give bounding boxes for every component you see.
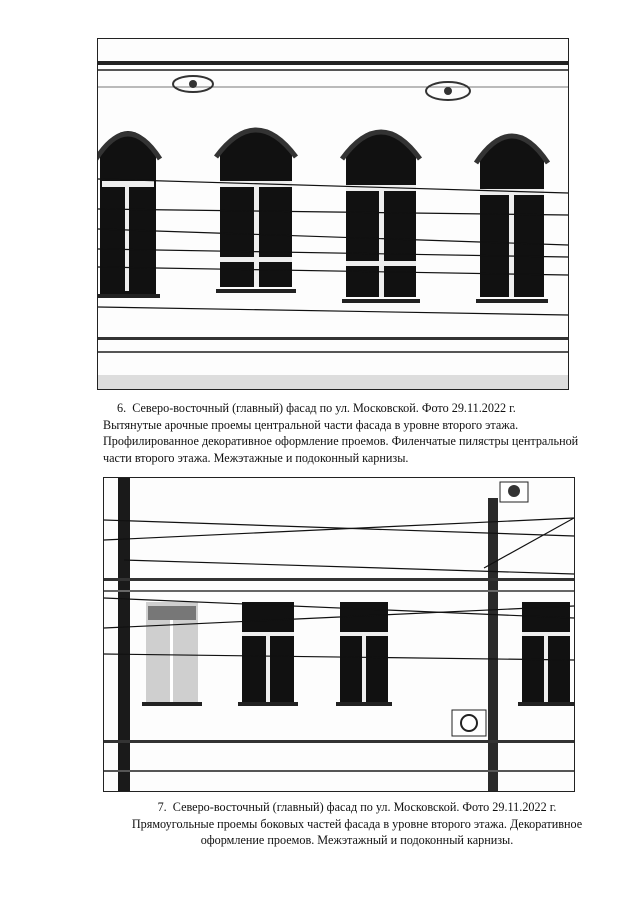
caption-title: Северо-восточный (главный) фасад по ул. Московской. Фото 29.11.2022 г. [172, 800, 557, 814]
caption-title-line [103, 400, 603, 417]
caption-number: 7. [157, 800, 167, 814]
facade-photo-arched-windows [97, 38, 569, 390]
caption-title-line [107, 799, 607, 816]
facade-photo-rectangular-windows [103, 477, 575, 792]
photo-caption-6 [103, 400, 603, 466]
caption-title: Северо-восточный (главный) фасад по ул. Московской. Фото 29.11.2022 г. [132, 401, 516, 415]
caption-description-line: Прямоугольные проемы боковых частей фасада в уровне второго этажа. Декоративное [131, 816, 583, 831]
caption-description-line: оформление проемов. Межэтажный и подоконный карнизы. [200, 833, 514, 847]
caption-description-line: Вытянутые арочные проемы центральной части фасада в уровне второго этажа. [103, 417, 519, 432]
caption-description-line: части второго этажа. Межэтажные и подоконный карнизы. [103, 450, 409, 465]
facade-photo-image [104, 478, 574, 791]
caption-number: 6. [117, 401, 127, 415]
facade-photo-image [98, 39, 568, 389]
photo-caption-7 [107, 799, 607, 849]
caption-description-line: Профилированное декоративное оформление проемов. Филенчатые пилястры центральной [103, 434, 579, 448]
